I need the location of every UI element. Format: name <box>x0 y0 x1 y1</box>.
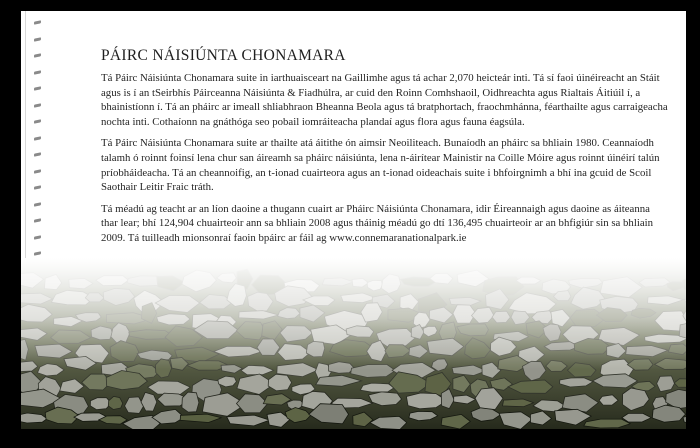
perforation-mark <box>34 103 41 107</box>
perforation-mark <box>34 37 41 41</box>
paragraph-3: Tá méadú ag teacht ar an líon daoine a thugann cuairt ar Pháirc Náisiúnta Chonamara, idir Éireannaigh agus daoine as áiteanna thar lear; bhí 124,904 chuairteoir ann sa bhliain 2008 agus tháinig méadú go dtí 136,495 chuairteoir ar an bhfigiúr sin sa bhliain 2009. Tá tuilleadh mionsonraí faoin bpáirc ar fáil ag www.connemaranationalpark.ie <box>101 202 654 244</box>
perforation-mark <box>34 136 41 140</box>
paragraph-2: Tá Páirc Náisiúnta Chonamara suite ar thailte atá áitithe ón aimsir Neoiliteach. Bunaíodh an pháirc sa bhliain 1980. Ceannaíodh talamh ó roinnt foinsí lena chur san áireamh sa pháirc náisiúnta, lena n-áirítear Mainistir na Coille Móire agus roinnt úinéirí talún príobháideacha. Tá an cheannoifig, an t-ionad cuairteora agus an t-ionad oideachais suite i bhfoirgnimh a bhí ina gcuid de Scoil Saothair Leitir Fraic tráth. <box>101 137 660 194</box>
page-title: PÁIRC NÁISIÚNTA CHONAMARA <box>101 47 346 64</box>
perforation-mark <box>34 20 41 24</box>
stone-landscape-image <box>21 258 686 429</box>
booklet-pane <box>21 11 686 429</box>
perforation-mark <box>34 251 41 255</box>
perforation-mark <box>34 119 41 123</box>
stone-wall-illustration <box>21 258 686 429</box>
perforation-mark <box>34 169 41 173</box>
perforation-mark <box>34 218 41 222</box>
perforation-mark <box>34 86 41 90</box>
perforation-mark <box>34 235 41 239</box>
perforation-mark <box>34 152 41 156</box>
text-block <box>101 47 669 253</box>
paragraph-1: Tá Páirc Náisiúnta Chonamara suite in iarthuaisceart na Gaillimhe agus tá achar 2,070 heicteár inti. Tá sí faoi úinéireacht an Stáit agus is í an tSeirbhís Páirceanna Náisiúnta & Fiadhúlra, ar cuid den Roinn Comhshaoil, Oidhreachta agus Rialtais Áitiúil í, a bhainistíonn í. Tá an pháirc ar imeall shliabhraon Bheanna Beola agus tá bratphortach, fraochmhánna, féarthailte agus carraigeacha nochta inti. Cothaíonn na gnáthóga seo pobail iomráiteacha plandaí agus flora agus fauna éagsúla. <box>101 72 668 128</box>
perforation-mark <box>34 53 41 57</box>
perforation-mark <box>34 202 41 206</box>
perforation-mark <box>34 185 41 189</box>
perforation-mark <box>34 70 41 74</box>
